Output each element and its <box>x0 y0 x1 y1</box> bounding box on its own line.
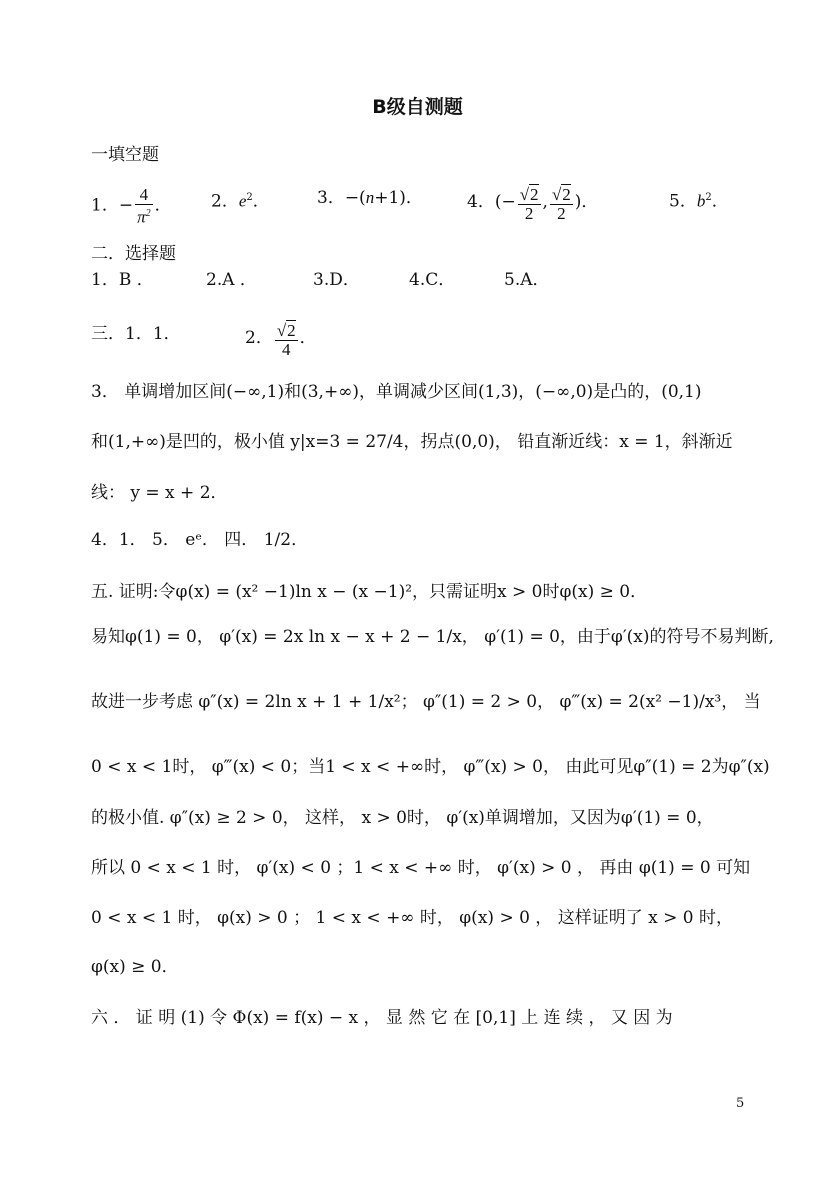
p5-line-4: 0 < x < 1时， φ‴(x) < 0；当1 < x < +∞时， φ‴(x) > 0， 由此可见φ″(1) = 2为φ″(x) <box>91 757 770 777</box>
page-number: 5 <box>736 1096 745 1111</box>
p5-line-6: 所以 0 < x < 1 时， φ′(x) < 0 ；1 < x < +∞ 时， φ′(x) > 0 ， 再由 φ(1) = 0 可知 <box>91 858 751 878</box>
p3-line-2: 和(1,+∞)是凹的，极小值 y|x=3 = 27/4，拐点(0,0)， 铅直渐近线：x = 1，斜渐近 <box>91 432 733 452</box>
p6-line-1: 六 ． 证 明 (1) 令 Φ(x) = f(x) − x ， 显 然 它 在 [0,1] 上 连 续 ， 又 因 为 <box>91 1008 673 1028</box>
fill-answer-3: 3．−(n+1)． <box>317 188 423 208</box>
section-choice-heading: 二．选择题 <box>91 244 176 264</box>
page-title: B级自测题 <box>372 96 463 118</box>
p3-line-1: 3． 单调增加区间(−∞,1)和(3,+∞)，单调减少区间(1,3)，(−∞,0)是凸的，(0,1) <box>91 382 702 402</box>
p5-line-5: 的极小值. φ″(x) ≥ 2 > 0， 这样， x > 0时， φ′(x)单调增加，又因为φ′(1) = 0， <box>91 808 714 828</box>
fill-answer-2: 2．$e^2$． <box>211 191 270 212</box>
p5-line-1: 五. 证明:令φ(x) = (x² −1)ln x − (x −1)²，只需证明x > 0时φ(x) ≥ 0． <box>91 582 648 602</box>
choice-answer-1: 1．B ． <box>91 270 154 290</box>
p3-line-3: 线： y = x + 2． <box>91 483 228 503</box>
fill-answer-4: 4．(− $\frac{√2}{2}$ , $\frac{√2}{2}$ )． <box>467 185 599 223</box>
choice-answer-5: 5.A． <box>504 270 550 290</box>
p5-line-7: 0 < x < 1 时， φ(x) > 0 ； 1 < x < +∞ 时， φ(x) > 0 ， 这样证明了 x > 0 时， <box>91 908 733 928</box>
choice-answer-4: 4.C． <box>409 270 456 290</box>
fill-answer-1: 1．− $\frac{4}{\pi^2}$ ． <box>91 185 172 227</box>
choice-answer-3: 3.D． <box>313 270 360 290</box>
p5-line-3: 故进一步考虑 φ″(x) = 2ln x + 1 + 1/x²； φ″(1) = 2 > 0， φ‴(x) = 2(x² −1)/x³， 当 <box>91 692 761 712</box>
p5-line-8: φ(x) ≥ 0． <box>91 957 179 977</box>
p4-line: 4．1． 5． eᵉ． 四． 1/2． <box>91 530 309 550</box>
choice-answer-2: 2.A ． <box>206 270 257 290</box>
fill-answer-5: 5．$b^2$． <box>669 191 729 212</box>
p5-line-2: 易知φ(1) = 0， φ′(x) = 2x ln x − x + 2 − 1/x， φ′(1) = 0，由于φ′(x)的符号不易判断, <box>91 627 774 647</box>
document-page: B级自测题 一填空题 1．− $\frac{4}{\pi^2}$ ． 2．$e^2$． 3．−(n+1)． 4．(− $\frac{√2}{2}$ , $\frac{√2}{2}$ )． 5．$b^2$． 二．选择题 1．B ． 2.A ． 3.D． 4.C． 5.A． 三．1．1． 2． $\frac{√2}{4}$ ． 3． 单调增加区间(−∞,1)和(3,+∞)，单调减少区间(1,3)，(−∞,0)是凸的，(0,1) 和(1,+∞)是凹的，极小值 y|x=3 = 27/4，拐点(0,0)， 铅直渐近线：x = 1，斜渐近 线： y = x + 2． 4．1． 5． eᵉ． 四． 1/2． 五. 证明:令φ(x) = (x² −1)ln x − (x −1)²，只需证明x > 0时φ(x) ≥ 0． 易知φ(1) = 0， φ′(x) = 2x ln x − x + 2 − 1/x， φ′(1) = 0，由于φ′(x)的符号不易判断, 故进一步考虑 φ″(x) = 2ln x + 1 + 1/x²； φ″(1) = 2 > 0， φ‴(x) = 2(x² −1)/x³， 当 0 < x < 1时， φ‴(x) < 0；当1 < x < +∞时， φ‴(x) > 0， 由此可见φ″(1) = 2为φ″(x) 的极小值. φ″(x) ≥ 2 > 0， 这样， x > 0时， φ′(x)单调增加，又因为φ′(1) = 0， 所以 0 < x < 1 时， φ′(x) < 0 ；1 < x < +∞ 时， φ′(x) > 0 ， 再由 φ(1) = 0 可知 0 < x < 1 时， φ(x) > 0 ； 1 < x < +∞ 时， φ(x) > 0 ， 这样证明了 x > 0 时， φ(x) ≥ 0． 六 ． 证 明 (1) 令 Φ(x) = f(x) − x ， 显 然 它 在 [0,1] 上 连 续 ， 又 因 为 5 <box>0 0 835 1179</box>
section-fill-heading: 一填空题 <box>91 145 159 165</box>
